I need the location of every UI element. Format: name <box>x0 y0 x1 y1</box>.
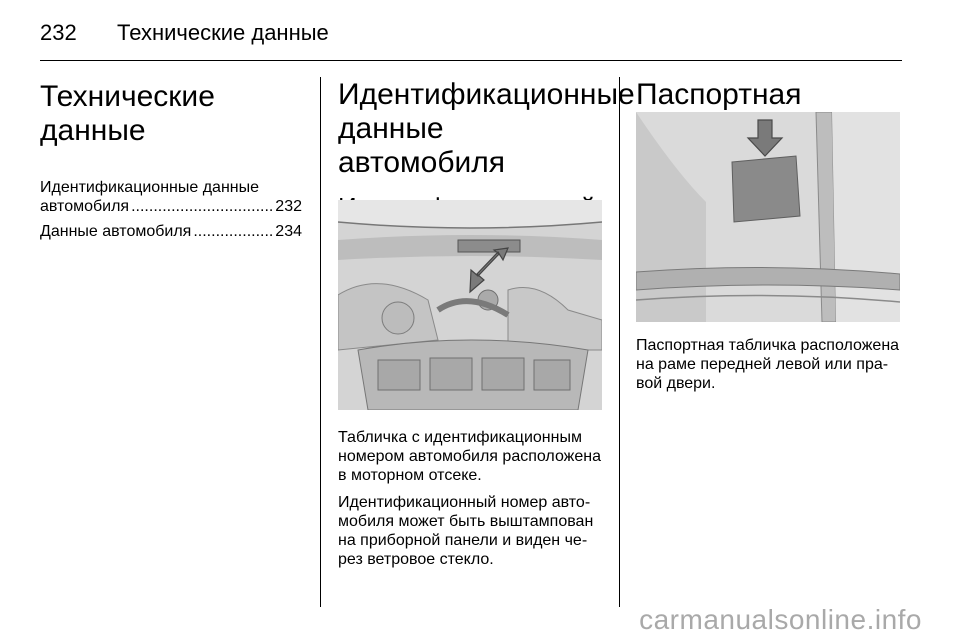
toc-column <box>40 80 302 241</box>
toc-entry[interactable] <box>40 222 302 241</box>
running-title: Технические данные <box>117 20 329 45</box>
toc-title: Технические данные <box>40 80 215 147</box>
vin-text <box>338 428 608 569</box>
section-title: Идентификационные данные автомобиля <box>338 78 635 179</box>
toc-entry-label: Данные автомобиля <box>40 223 192 240</box>
column-divider-left <box>320 77 321 607</box>
watermark: carmanualsonline.info <box>639 604 922 635</box>
toc-entry-label: автомобиля <box>40 198 130 215</box>
header-rule <box>40 60 902 61</box>
door-frame-illustration <box>636 112 900 322</box>
toc-entry-page: 234 <box>275 223 302 240</box>
id-plate-text <box>636 336 906 393</box>
section-title: Паспортная <box>636 78 802 111</box>
page-number: 232 <box>40 20 77 45</box>
toc-leader-dots <box>193 222 273 241</box>
toc-entry-label: Идентификационные данные <box>40 179 260 196</box>
toc-entry[interactable] <box>40 178 302 216</box>
toc-entry-page: 232 <box>275 198 302 215</box>
column-divider-right <box>619 77 620 607</box>
toc-leader-dots <box>131 197 273 216</box>
id-plate-paragraph: Паспортная табличка расположена на раме передней левой или пра- вой двери. <box>636 337 900 392</box>
page-header <box>40 20 902 60</box>
vin-paragraph: Идентификационный номер авто- мобиля может быть выштампован на приборной панели и виден че- рез ветровое стекло. <box>338 494 594 568</box>
engine-compartment-illustration <box>338 200 602 410</box>
figure-caption: Табличка с идентификационным номером автомобиля расположена в моторном отсеке. <box>338 429 601 484</box>
